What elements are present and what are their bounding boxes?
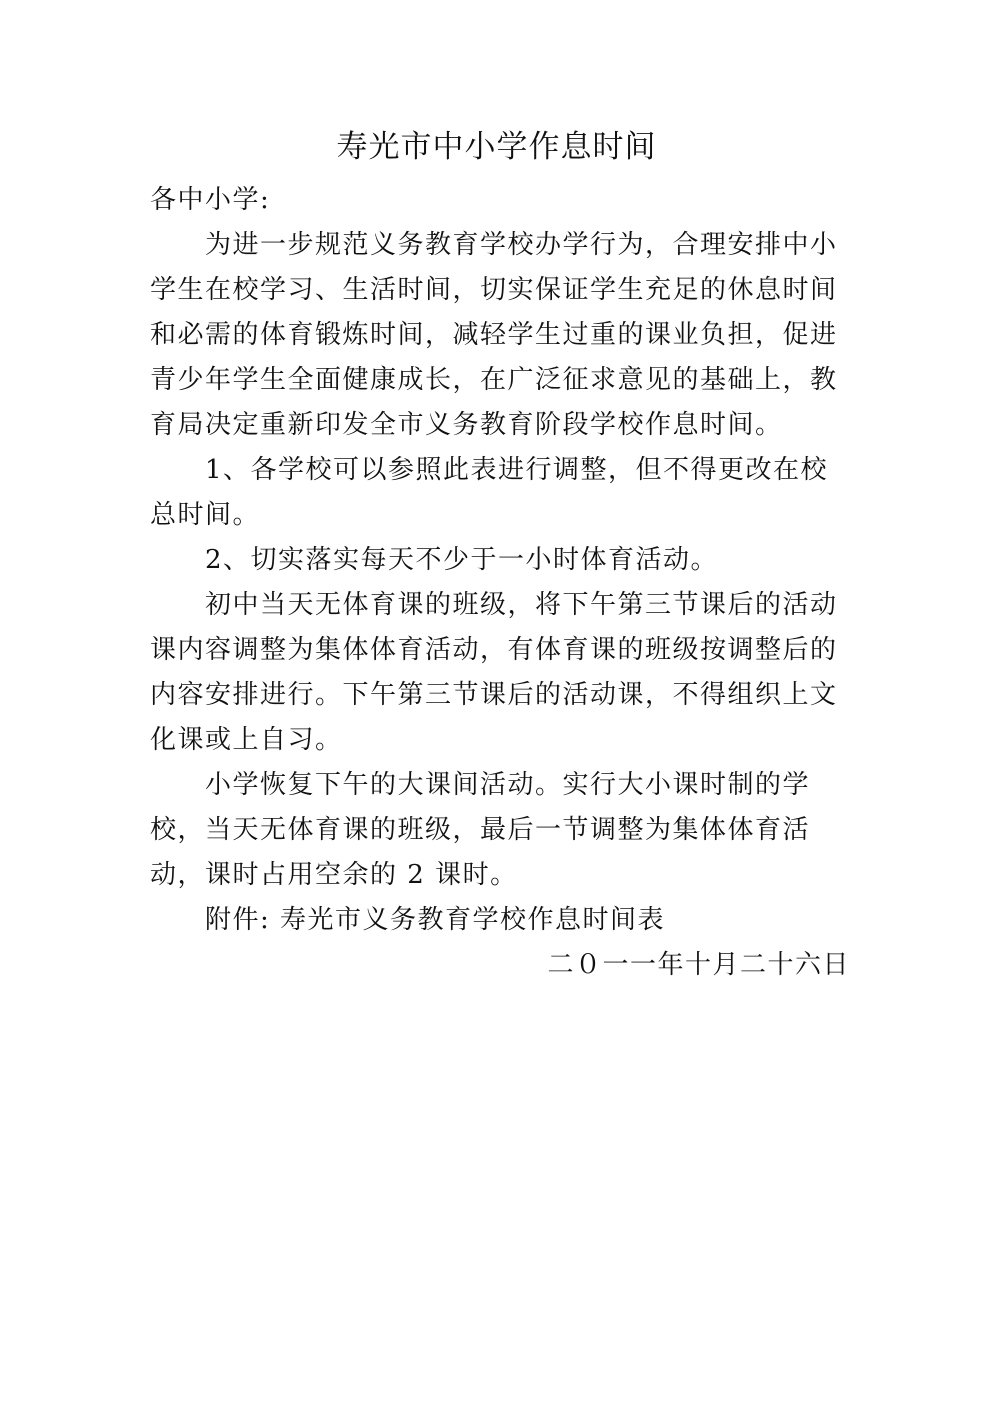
paragraph-item-2: 2、切实落实每天不少于一小时体育活动。: [205, 545, 719, 575]
document-title: 寿光市中小学作息时间: [336, 129, 657, 165]
document-date: 二０一一年十月二十六日: [547, 950, 850, 980]
paragraph-item-1: 1、各学校可以参照此表进行调整，但不得更改在校总时间。: [150, 455, 829, 530]
salutation: 各中小学:: [150, 185, 271, 215]
attachment-line: 附件: 寿光市义务教育学校作息时间表: [205, 905, 666, 935]
paragraph-junior-high: 初中当天无体育课的班级，将下午第三节课后的活动课内容调整为集体体育活动，有体育课的班级按调整后的内容安排进行。下午第三节课后的活动课，不得组织上文化课或上自习。: [150, 590, 838, 755]
document-body: [150, 178, 850, 988]
paragraph-intro: 为进一步规范义务教育学校办学行为，合理安排中小学生在校学习、生活时间，切实保证学生充足的休息时间和必需的体育锻炼时间，减轻学生过重的课业负担，促进青少年学生全面健康成长，在广泛征求意见的基础上，教育局决定重新印发全市义务教育阶段学校作息时间。: [150, 230, 838, 440]
paragraph-primary: 小学恢复下午的大课间活动。实行大小课时制的学校，当天无体育课的班级，最后一节调整为集体体育活动，课时占用空余的 2 课时。: [150, 770, 811, 890]
